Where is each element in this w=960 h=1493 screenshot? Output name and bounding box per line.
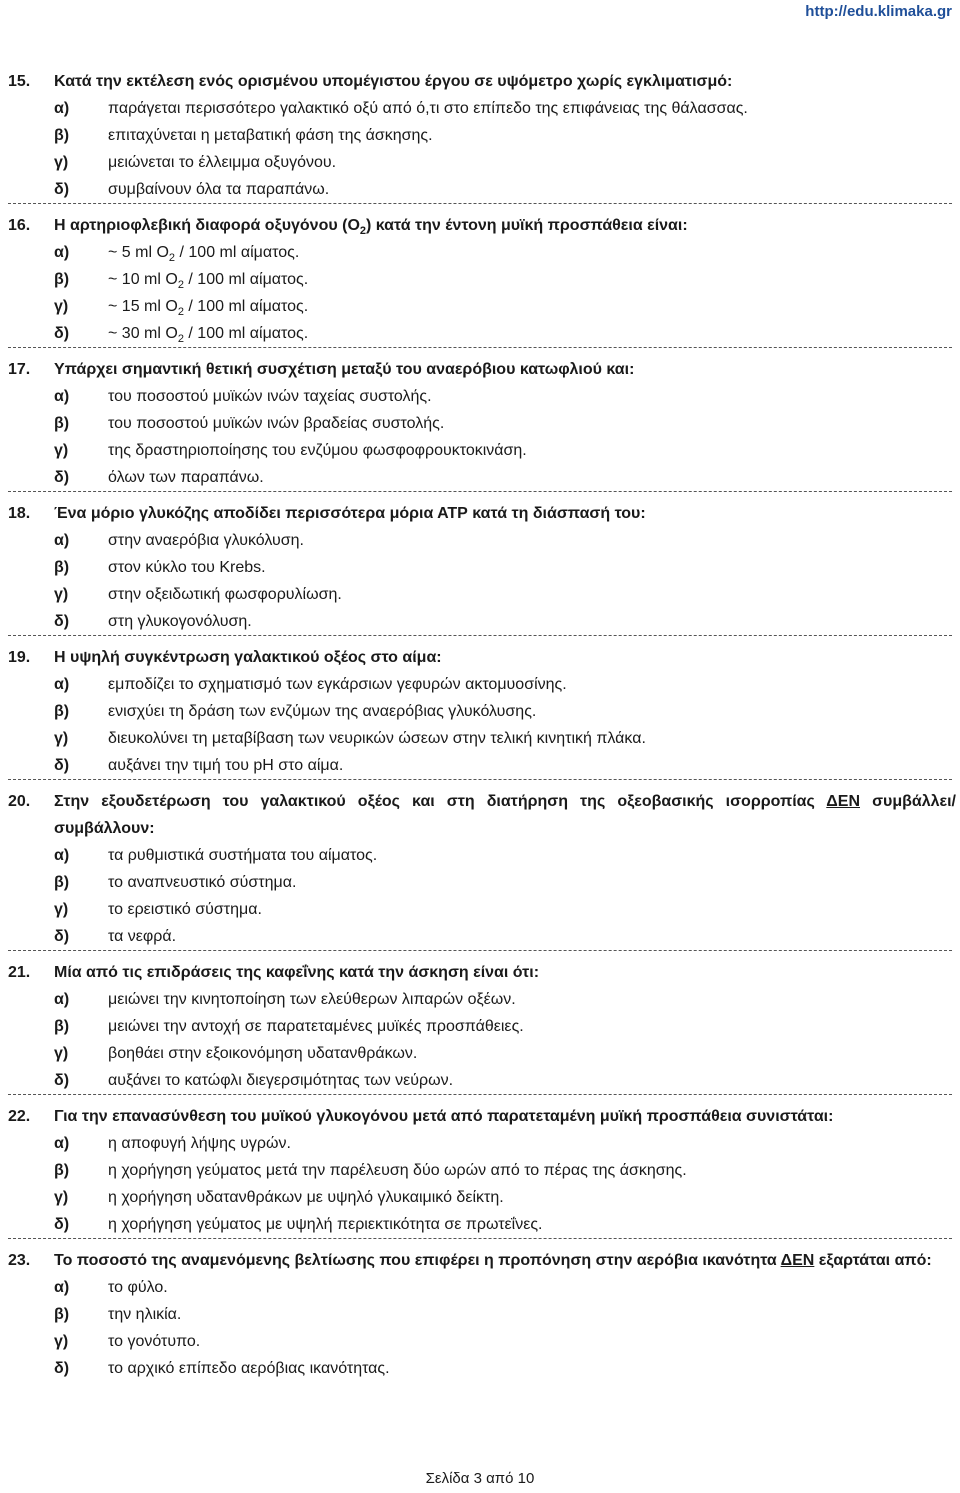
option-text: το φύλο. — [108, 1279, 168, 1296]
option-label: β) — [54, 1018, 70, 1035]
option-d — [8, 1211, 956, 1238]
option-c — [8, 437, 956, 464]
option-label: α) — [54, 847, 70, 864]
question-header — [8, 644, 956, 671]
question-number: 19. — [8, 649, 31, 666]
option-text: αυξάνει την τιμή του pH στο αίμα. — [108, 757, 344, 774]
option-text: τα νεφρά. — [108, 928, 177, 945]
question-divider — [8, 1094, 952, 1095]
option-value: ~ 5 — [108, 244, 131, 261]
question-divider — [8, 347, 952, 348]
question-text — [54, 1247, 956, 1274]
unit: ml O — [144, 325, 178, 342]
option-a — [8, 986, 956, 1013]
option-label: α) — [54, 1279, 70, 1296]
emphasis-underlined: ΔΕΝ — [780, 1252, 815, 1269]
unit: / 100 ml αίματος. — [179, 244, 300, 261]
question-divider — [8, 203, 952, 204]
question-text: Μία από τις επιδράσεις της καφεΐνης κατά την άσκηση είναι ότι: — [54, 964, 540, 981]
option-a — [8, 1274, 956, 1301]
option-label: β) — [54, 874, 70, 891]
option-text: βοηθάει στην εξοικονόμηση υδατανθράκων. — [108, 1045, 418, 1062]
unit: ml O — [144, 298, 178, 315]
option-d — [8, 1355, 956, 1382]
option-label: δ) — [54, 757, 70, 774]
question-19 — [0, 644, 960, 779]
option-text: ενισχύει τη δράση των ενζύμων της αναερόβιας γλυκόλυσης. — [108, 703, 537, 720]
option-d — [8, 1067, 956, 1094]
question-divider — [8, 491, 952, 492]
option-b — [8, 1013, 956, 1040]
option-text: τα ρυθμιστικά συστήματα του αίματος. — [108, 847, 378, 864]
option-label: β) — [54, 127, 70, 144]
option-value: ~ 30 — [108, 325, 140, 342]
option-b — [8, 554, 956, 581]
option-d — [8, 752, 956, 779]
unit: ml O — [144, 271, 178, 288]
question-text: Υπάρχει σημαντική θετική συσχέτιση μεταξύ του αναερόβιου κατωφλιού και: — [54, 361, 635, 378]
option-a — [8, 95, 956, 122]
option-text: η χορήγηση υδατανθράκων με υψηλό γλυκαιμικό δείκτη. — [108, 1189, 504, 1206]
option-text: επιταχύνεται η μεταβατική φάση της άσκησης. — [108, 127, 433, 144]
question-number: 18. — [8, 505, 31, 522]
unit: ml O — [135, 244, 169, 261]
option-text: η χορήγηση γεύματος με υψηλή περιεκτικότητα σε πρωτεΐνες. — [108, 1216, 543, 1233]
option-text — [108, 266, 956, 293]
option-label: γ) — [54, 730, 69, 747]
question-divider — [8, 635, 952, 636]
option-c — [8, 1040, 956, 1067]
subscript: 2 — [177, 279, 184, 292]
option-label: β) — [54, 1306, 70, 1323]
option-value: ~ 10 — [108, 271, 140, 288]
question-16 — [0, 212, 960, 347]
option-b — [8, 698, 956, 725]
option-label: γ) — [54, 154, 69, 171]
option-a — [8, 527, 956, 554]
question-text — [54, 212, 956, 239]
option-text: το γονότυπο. — [108, 1333, 201, 1350]
option-a — [8, 671, 956, 698]
option-label: α) — [54, 388, 70, 405]
question-text-part: ) κατά την έντονη μυϊκή προσπάθεια είναι: — [366, 217, 688, 234]
option-b — [8, 122, 956, 149]
option-label: δ) — [54, 1072, 70, 1089]
option-text: παράγεται περισσότερο γαλακτικό οξύ από ό,τι στο επίπεδο της επιφάνειας της θάλασσας. — [108, 100, 748, 117]
option-label: δ) — [54, 469, 70, 486]
question-text-part: Στην εξουδετέρωση του γαλακτικού οξέος και στη διατήρηση της οξεοβασικής ισορροπίας — [54, 793, 815, 810]
question-text-part: Το ποσοστό της αναμενόμενης βελτίωσης που επιφέρει η προπόνηση στην αερόβια ικανότητα — [54, 1252, 777, 1269]
option-label: β) — [54, 415, 70, 432]
option-label: α) — [54, 676, 70, 693]
question-number: 22. — [8, 1108, 31, 1125]
option-a — [8, 842, 956, 869]
question-23 — [0, 1247, 960, 1382]
option-label: δ) — [54, 181, 70, 198]
option-label: γ) — [54, 1333, 69, 1350]
question-22 — [0, 1103, 960, 1238]
question-header — [8, 356, 956, 383]
question-text: Ένα μόριο γλυκόζης αποδίδει περισσότερα μόρια ΑΤΡ κατά τη διάσπασή του: — [54, 505, 646, 522]
question-text: Κατά την εκτέλεση ενός ορισμένου υπομέγιστου έργου σε υψόμετρο χωρίς εγκλιματισμό: — [54, 73, 733, 90]
option-label: γ) — [54, 901, 69, 918]
option-text: το αρχικό επίπεδο αερόβιας ικανότητας. — [108, 1360, 390, 1377]
option-b — [8, 1301, 956, 1328]
question-20 — [0, 788, 960, 950]
question-header — [8, 68, 956, 95]
question-15 — [0, 68, 960, 203]
option-label: δ) — [54, 325, 70, 342]
option-label: δ) — [54, 613, 70, 630]
option-c — [8, 149, 956, 176]
option-c — [8, 1184, 956, 1211]
option-label: γ) — [54, 298, 69, 315]
option-label: β) — [54, 703, 70, 720]
option-text: στην οξειδωτική φωσφορυλίωση. — [108, 586, 342, 603]
option-value: ~ 15 — [108, 298, 140, 315]
subscript: 2 — [177, 306, 184, 319]
subscript: 2 — [359, 225, 367, 238]
question-divider — [8, 950, 952, 951]
option-text: η αποφυγή λήψης υγρών. — [108, 1135, 291, 1152]
option-text: το ερειστικό σύστημα. — [108, 901, 262, 918]
option-label: α) — [54, 532, 70, 549]
question-header — [8, 212, 956, 239]
option-text: εμποδίζει το σχηματισμό των εγκάρσιων γεφυρών ακτομυοσίνης. — [108, 676, 567, 693]
page-footer: Σελίδα 3 από 10 — [425, 1470, 535, 1487]
option-label: α) — [54, 991, 70, 1008]
subscript: 2 — [177, 333, 184, 346]
option-text: μειώνει την κινητοποίηση των ελεύθερων λιπαρών οξέων. — [108, 991, 516, 1008]
option-text: συμβαίνουν όλα τα παραπάνω. — [108, 181, 330, 198]
option-label: δ) — [54, 1360, 70, 1377]
question-header — [8, 1103, 956, 1130]
site-link[interactable]: http://edu.klimaka.gr — [805, 3, 952, 20]
option-label: γ) — [54, 1045, 69, 1062]
option-text: της δραστηριοποίησης του ενζύμου φωσφοφρουκτοκινάση. — [108, 442, 527, 459]
emphasis-underlined: ΔΕΝ — [826, 793, 860, 810]
option-text: το αναπνευστικό σύστημα. — [108, 874, 297, 891]
option-c — [8, 293, 956, 320]
question-number: 16. — [8, 217, 31, 234]
option-text: η χορήγηση γεύματος μετά την παρέλευση δύο ωρών από το πέρας της άσκησης. — [108, 1162, 687, 1179]
option-c — [8, 725, 956, 752]
option-text: μειώνεται το έλλειμμα οξυγόνου. — [108, 154, 337, 171]
question-list — [0, 68, 960, 1382]
option-text: του ποσοστού μυϊκών ινών ταχείας συστολής. — [108, 388, 432, 405]
subscript: 2 — [168, 252, 176, 265]
question-number: 23. — [8, 1252, 31, 1269]
option-c — [8, 1328, 956, 1355]
question-header — [8, 500, 956, 527]
option-text — [108, 239, 956, 266]
option-label: α) — [54, 1135, 70, 1152]
option-b — [8, 869, 956, 896]
option-a — [8, 239, 956, 266]
option-d — [8, 923, 956, 950]
option-d — [8, 464, 956, 491]
option-text: διευκολύνει τη μεταβίβαση των νευρικών ώσεων στην τελική κινητική πλάκα. — [108, 730, 646, 747]
question-text-part: εξαρτάται από: — [818, 1252, 932, 1269]
question-header — [8, 959, 956, 986]
question-divider — [8, 779, 952, 780]
unit: / 100 ml αίματος. — [188, 325, 309, 342]
option-label: α) — [54, 100, 70, 117]
question-text: Για την επανασύνθεση του μυϊκού γλυκογόνου μετά από παρατεταμένη μυϊκή προσπάθεια συνιστάται: — [54, 1108, 834, 1125]
question-number: 20. — [8, 793, 31, 810]
option-b — [8, 1157, 956, 1184]
option-label: γ) — [54, 586, 69, 603]
option-label: δ) — [54, 928, 70, 945]
option-label: γ) — [54, 442, 69, 459]
question-header — [8, 788, 956, 842]
question-number: 15. — [8, 73, 31, 90]
option-label: β) — [54, 1162, 70, 1179]
question-21 — [0, 959, 960, 1094]
unit: / 100 ml αίματος. — [188, 271, 309, 288]
question-number: 17. — [8, 361, 31, 378]
question-text — [54, 788, 956, 842]
option-text: την ηλικία. — [108, 1306, 182, 1323]
option-text: στον κύκλο του Krebs. — [108, 559, 266, 576]
option-d — [8, 320, 956, 347]
question-text-part: συμβάλλει/συμβάλλουν: — [54, 793, 956, 837]
option-text: όλων των παραπάνω. — [108, 469, 264, 486]
unit: / 100 ml αίματος. — [188, 298, 309, 315]
option-text — [108, 293, 956, 320]
option-label: δ) — [54, 1216, 70, 1233]
option-label: β) — [54, 559, 70, 576]
option-text — [108, 320, 956, 347]
question-divider — [8, 1238, 952, 1239]
option-c — [8, 581, 956, 608]
option-text: μειώνει την αντοχή σε παρατεταμένες μυϊκές προσπάθειες. — [108, 1018, 524, 1035]
question-17 — [0, 356, 960, 491]
option-b — [8, 266, 956, 293]
question-number: 21. — [8, 964, 31, 981]
option-text: στην αναερόβια γλυκόλυση. — [108, 532, 304, 549]
option-text: αυξάνει το κατώφλι διεγερσιμότητας των νεύρων. — [108, 1072, 454, 1089]
option-b — [8, 410, 956, 437]
option-c — [8, 896, 956, 923]
option-d — [8, 176, 956, 203]
option-a — [8, 1130, 956, 1157]
option-d — [8, 608, 956, 635]
question-18 — [0, 500, 960, 635]
option-a — [8, 383, 956, 410]
question-header — [8, 1247, 956, 1274]
option-label: β) — [54, 271, 70, 288]
option-label: γ) — [54, 1189, 69, 1206]
question-text-part: Η αρτηριοφλεβική διαφορά οξυγόνου (Ο — [54, 217, 360, 234]
option-text: του ποσοστού μυϊκών ινών βραδείας συστολής. — [108, 415, 445, 432]
question-text: Η υψηλή συγκέντρωση γαλακτικού οξέος στο αίμα: — [54, 649, 442, 666]
option-text: στη γλυκογονόλυση. — [108, 613, 252, 630]
option-label: α) — [54, 244, 70, 261]
